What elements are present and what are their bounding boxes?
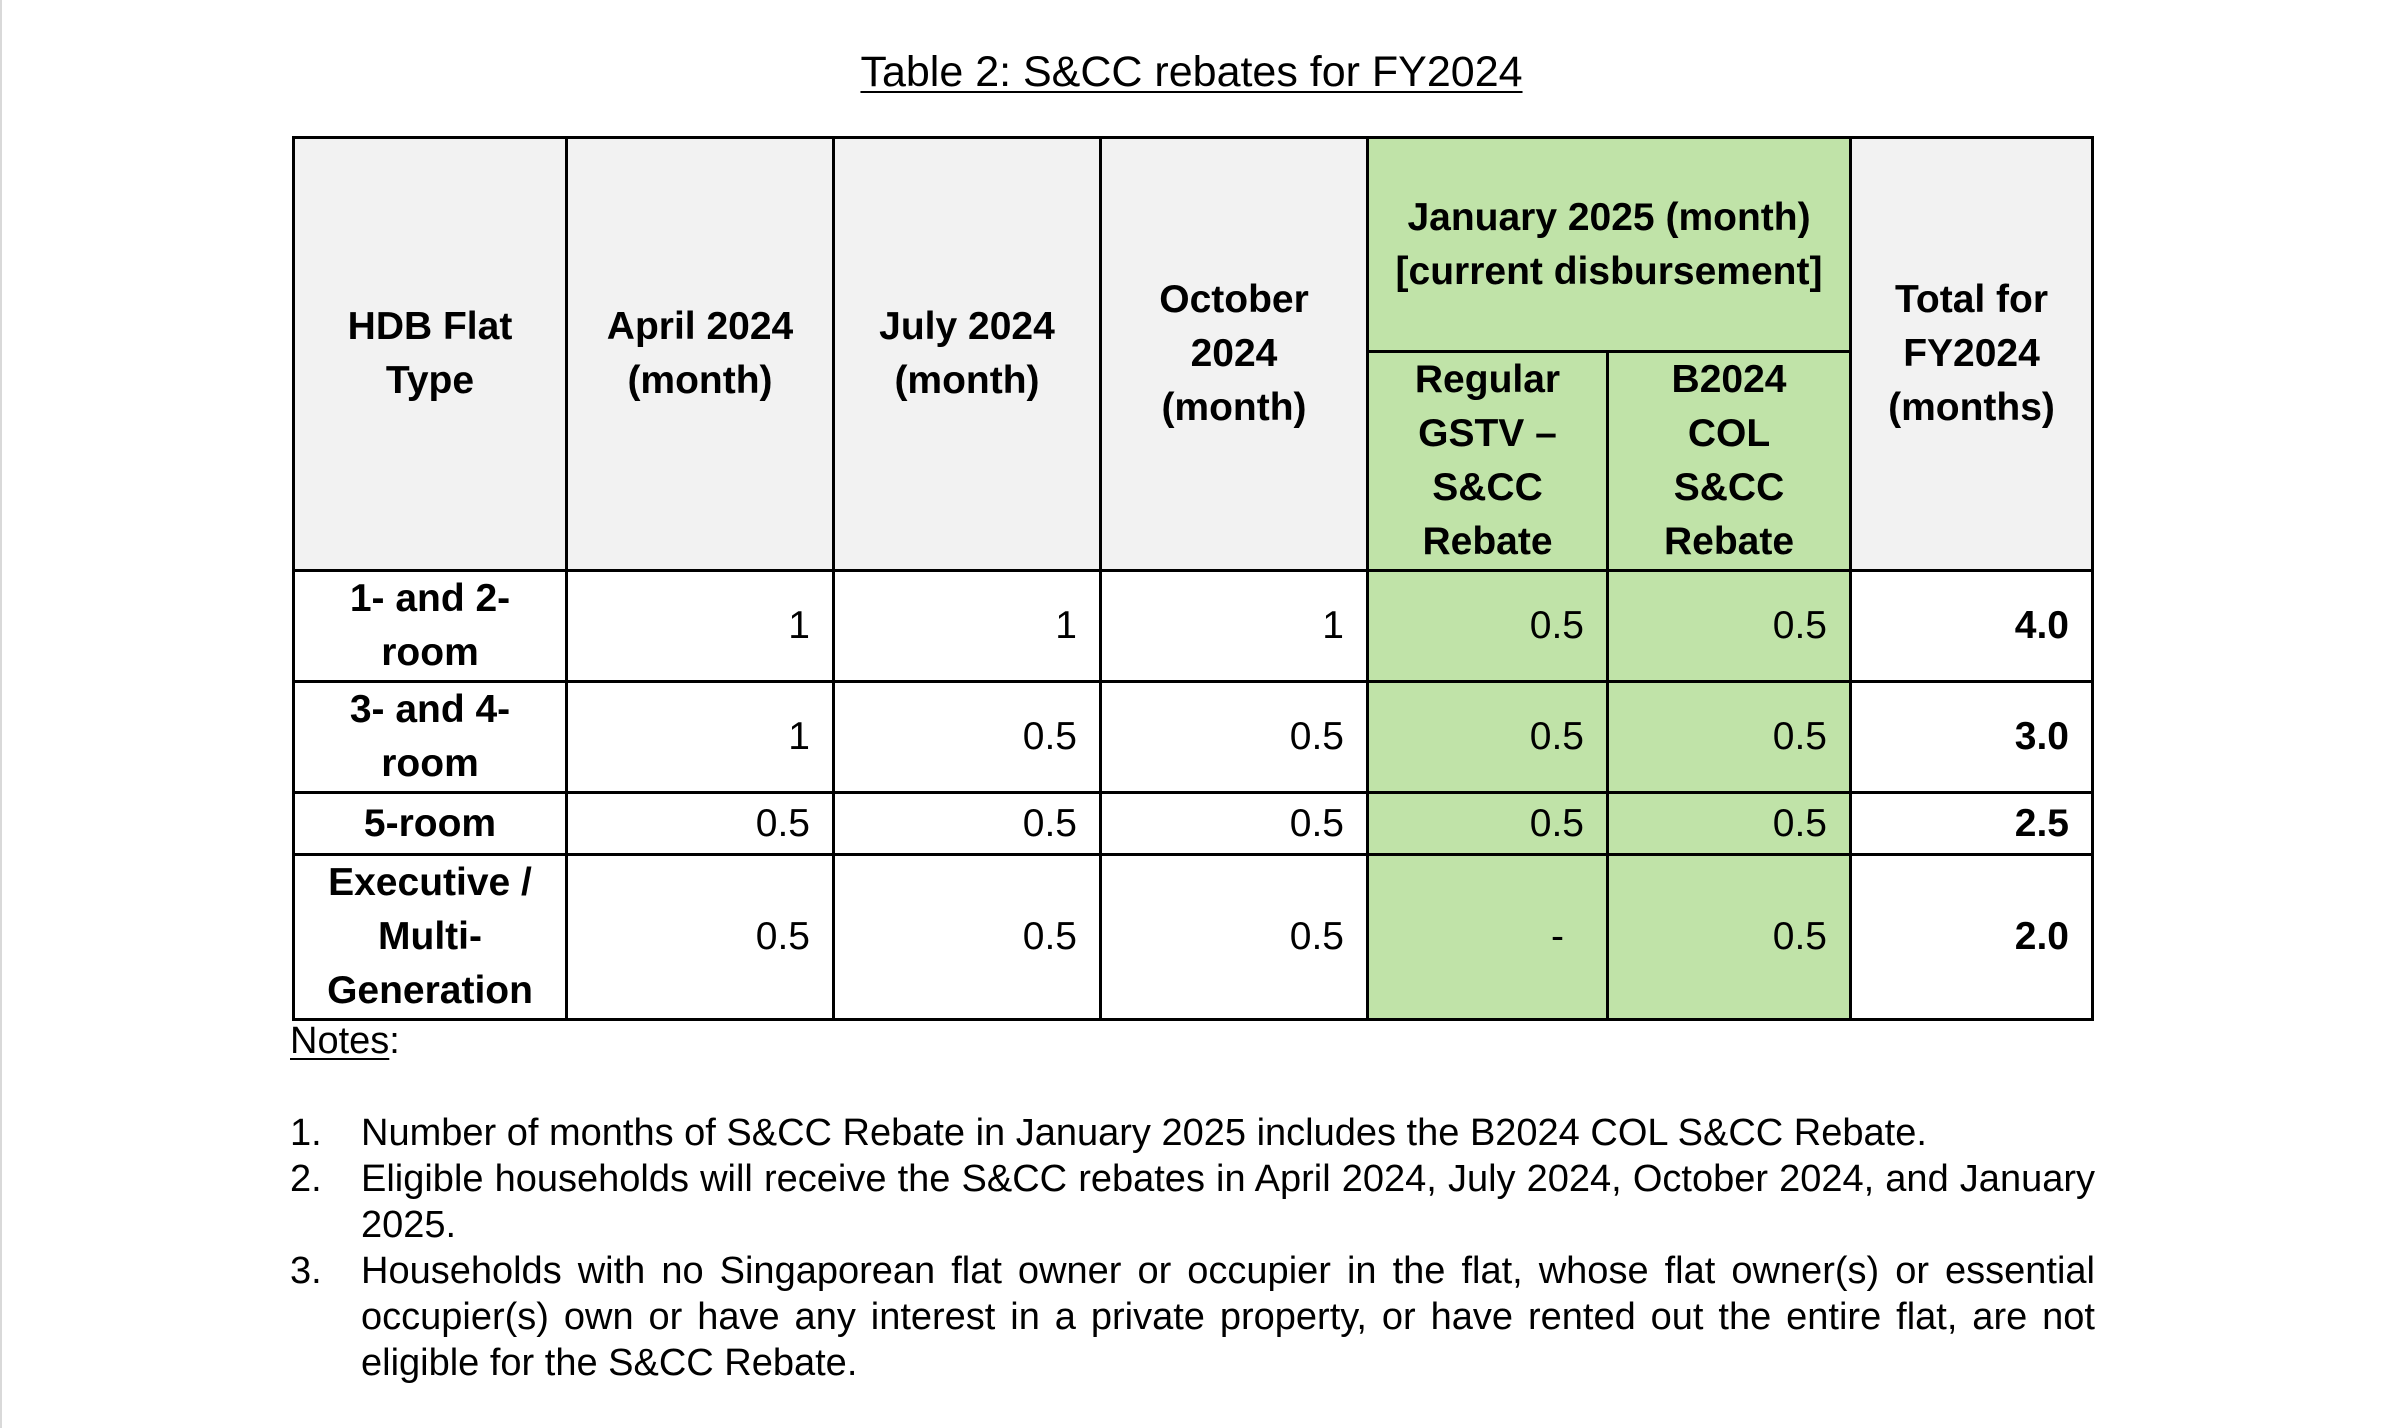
header-total-fy2024: Total for FY2024 (months) (1851, 138, 2093, 571)
april-cell: 0.5 (567, 855, 834, 1020)
table-title: Table 2: S&CC rebates for FY2024 (860, 48, 1523, 96)
july-cell: 0.5 (834, 855, 1101, 1020)
table-row (294, 793, 2093, 855)
header-flat-type: HDB Flat Type (294, 138, 567, 571)
table-row (294, 682, 2093, 793)
note-item: 3. Households with no Singaporean flat owner or occupier in the flat, whose flat owner(s) or essential occupier(s) own or have any interest in a private property, or have rented out the entire flat, are not eligible for the S&CC Rebate. (290, 1250, 2095, 1384)
october-cell: 0.5 (1101, 682, 1368, 793)
notes-section (290, 1018, 2095, 1386)
rebates-table (292, 136, 2094, 1021)
note-item: 1. Number of months of S&CC Rebate in January 2025 includes the B2024 COL S&CC Rebate. (290, 1112, 1927, 1154)
header-january-2025: January 2025 (month) [current disbursement] (1368, 138, 1851, 352)
april-cell: 0.5 (567, 793, 834, 855)
table-row (294, 855, 2093, 1020)
october-cell: 0.5 (1101, 855, 1368, 1020)
regular-gstv-cell: - (1368, 855, 1608, 1020)
header-b2024-col: B2024 COL S&CC Rebate (1608, 352, 1851, 571)
october-cell: 1 (1101, 571, 1368, 682)
july-cell: 1 (834, 571, 1101, 682)
july-cell: 0.5 (834, 793, 1101, 855)
b2024-col-cell: 0.5 (1608, 682, 1851, 793)
page-edge (0, 0, 2, 1428)
flat-type-cell: 3- and 4-room (294, 682, 567, 793)
header-april-2024: April 2024 (month) (567, 138, 834, 571)
total-cell: 2.5 (1851, 793, 2093, 855)
total-cell: 4.0 (1851, 571, 2093, 682)
notes-list (290, 1110, 2095, 1386)
notes-heading: Notes: (290, 1020, 400, 1062)
regular-gstv-cell: 0.5 (1368, 682, 1608, 793)
note-item: 2. Eligible households will receive the S&CC rebates in April 2024, July 2024, October 2024, and January 2025. (290, 1158, 2095, 1246)
header-october-2024: October 2024 (month) (1101, 138, 1368, 571)
april-cell: 1 (567, 682, 834, 793)
april-cell: 1 (567, 571, 834, 682)
july-cell: 0.5 (834, 682, 1101, 793)
total-cell: 3.0 (1851, 682, 2093, 793)
total-cell: 2.0 (1851, 855, 2093, 1020)
b2024-col-cell: 0.5 (1608, 855, 1851, 1020)
table-row (294, 571, 2093, 682)
b2024-col-cell: 0.5 (1608, 793, 1851, 855)
b2024-col-cell: 0.5 (1608, 571, 1851, 682)
flat-type-cell: 1- and 2-room (294, 571, 567, 682)
october-cell: 0.5 (1101, 793, 1368, 855)
flat-type-cell: 5-room (294, 793, 567, 855)
header-regular-gstv: Regular GSTV – S&CC Rebate (1368, 352, 1608, 571)
header-july-2024: July 2024 (month) (834, 138, 1101, 571)
regular-gstv-cell: 0.5 (1368, 571, 1608, 682)
regular-gstv-cell: 0.5 (1368, 793, 1608, 855)
flat-type-cell: Executive / Multi-Generation (294, 855, 567, 1020)
